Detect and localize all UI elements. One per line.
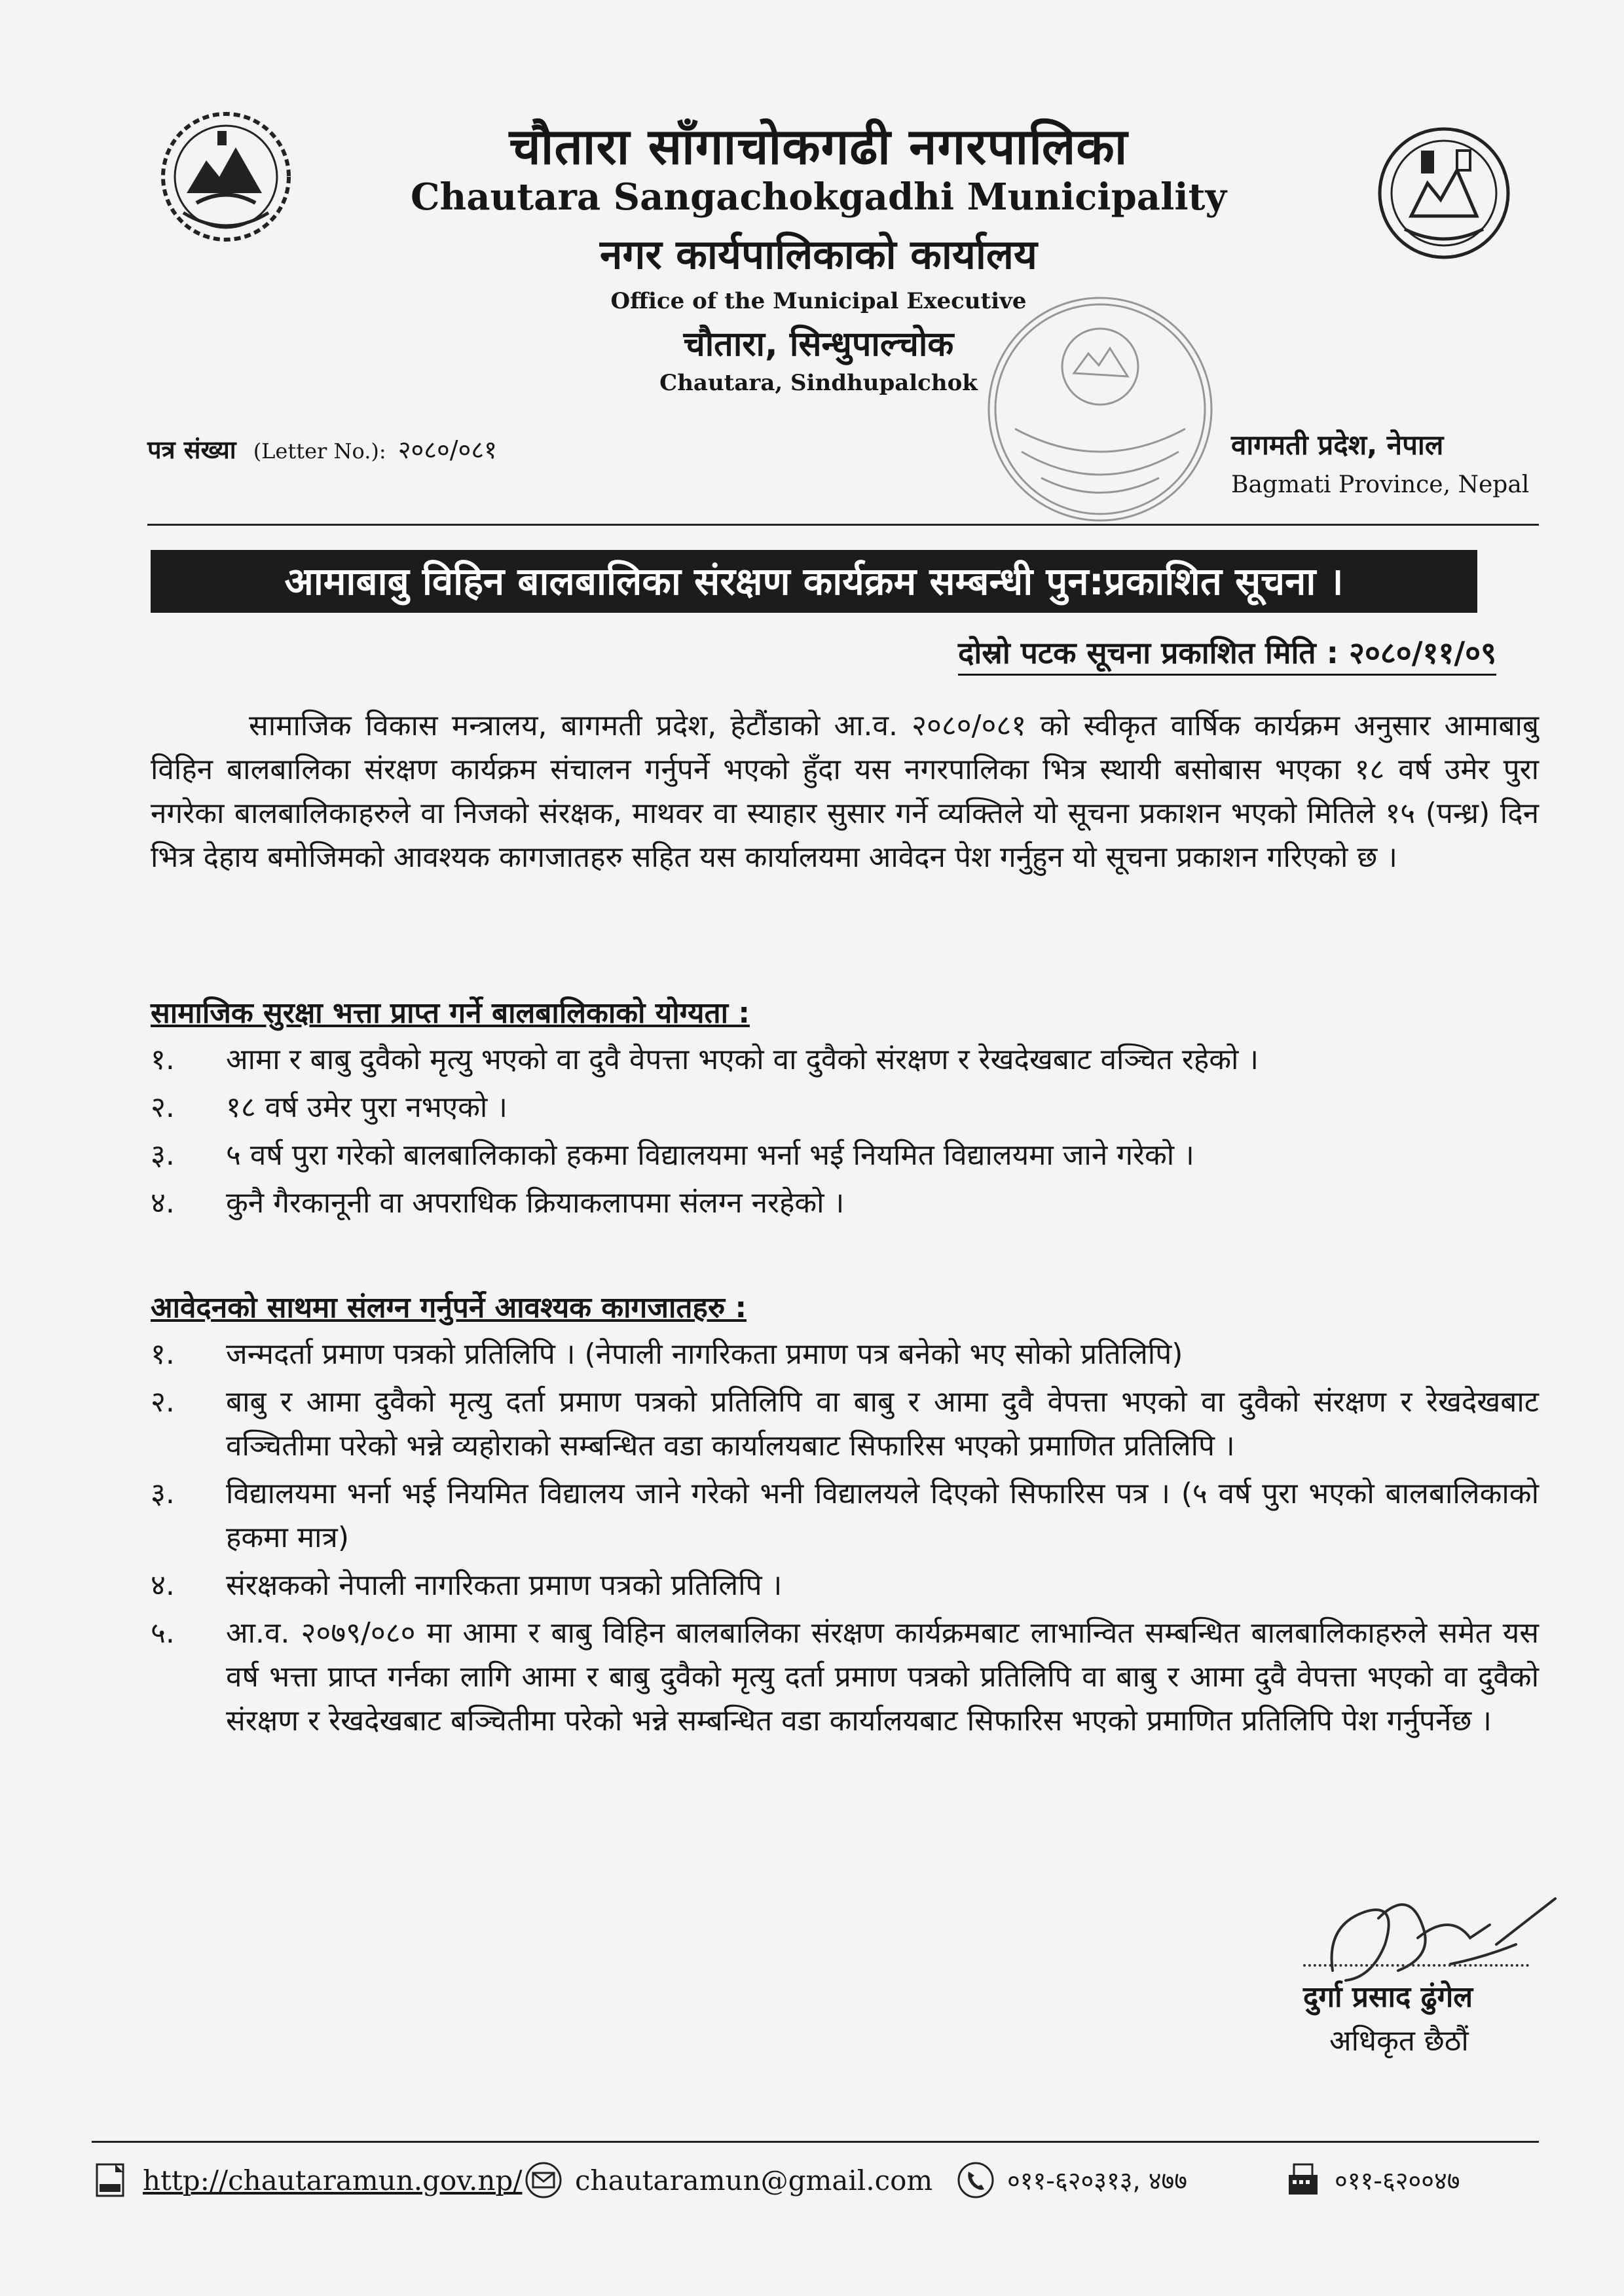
list-item-number: ४.	[151, 1186, 175, 1220]
list-item	[151, 1038, 1539, 1082]
footer-fax	[1283, 2160, 1460, 2200]
list-item-number: २.	[151, 1385, 175, 1419]
list-item	[151, 1181, 1539, 1225]
list-item	[151, 1472, 1539, 1559]
fax-icon	[1283, 2160, 1323, 2200]
government-emblem-icon	[157, 108, 295, 246]
list-item-text: ५ वर्ष पुरा गरेको बालबालिकाको हकमा विद्यालयमा भर्ना भई नियमित विद्यालयमा जाने गरेको ।	[226, 1139, 1194, 1172]
office-seal-stamp	[976, 288, 1225, 530]
envelope-icon	[524, 2160, 563, 2200]
office-title-en: Office of the Municipal Executive	[610, 288, 1027, 314]
signature-line	[1303, 1964, 1529, 1967]
list-item-text: संरक्षकको नेपाली नागरिकता प्रमाण पत्रको प्रतिलिपि ।	[226, 1569, 783, 1602]
documents-list	[151, 1332, 1539, 1747]
list-item	[151, 1563, 1539, 1607]
footer-email	[524, 2160, 932, 2200]
municipality-title-en: Chautara Sangachokgadhi Municipality	[410, 175, 1227, 219]
signatory-name: दुर्गा प्रसाद ढुंगेल	[1303, 1980, 1473, 2014]
list-item-text: जन्मदर्ता प्रमाण पत्रको प्रतिलिपि । (नेपाली नागरिकता प्रमाण पत्र बनेको भए सोको प्रतिलिपि)	[226, 1338, 1183, 1371]
list-item-number: ३.	[151, 1477, 175, 1510]
documents-heading: आवेदनको साथमा संलग्न गर्नुपर्ने आवश्यक कागजातहरु :	[151, 1291, 747, 1324]
list-item-text: कुनै गैरकानूनी वा अपराधिक क्रियाकलापमा संलग्न नरहेको ।	[226, 1186, 845, 1220]
footer-phone	[956, 2160, 1187, 2200]
email-link[interactable]: chautaramun@gmail.com	[575, 2164, 933, 2196]
municipality-logo-icon	[1375, 124, 1513, 262]
list-item-text: बाबु र आमा दुवैको मृत्यु दर्ता प्रमाण पत्रको प्रतिलिपि वा बाबु र आमा दुवै वेपत्ता भएको वा दुवैको संरक्षण र रेखदेखबाट वञ्चितीमा परेको भन्ने व्यहोराको सम्बन्धित वडा कार्यालयबाट सिफारिस भएको प्रमाणित प्रतिलिपि ।	[226, 1385, 1539, 1463]
footer-divider	[92, 2141, 1539, 2143]
place-np: चौतारा, सिन्धुपाल्चोक	[683, 325, 954, 364]
phone-icon	[956, 2160, 995, 2200]
signatory-title: अधिकृत छैठौं	[1329, 2024, 1469, 2058]
list-item-number: १.	[151, 1338, 175, 1371]
letter-number-value: २०८०/०८१	[397, 435, 497, 464]
letter-number	[147, 432, 497, 466]
municipality-title-np: चौतारा साँगाचोकगढी नगरपालिका	[509, 117, 1128, 175]
list-item-number: ५.	[151, 1616, 175, 1650]
header-divider	[147, 524, 1539, 526]
eligibility-heading: सामाजिक सुरक्षा भत्ता प्राप्त गर्ने बालबालिकाको योग्यता :	[151, 996, 750, 1030]
list-item-number: २.	[151, 1091, 175, 1124]
footer-website	[92, 2160, 522, 2200]
publication-date: दोस्रो पटक सूचना प्रकाशित मिति : २०८०/११/०९	[958, 632, 1496, 676]
list-item-text: १८ वर्ष उमेर पुरा नभएको ।	[226, 1091, 507, 1124]
list-item	[151, 1332, 1539, 1376]
web-icon	[92, 2160, 131, 2200]
list-item	[151, 1380, 1539, 1468]
list-item	[151, 1133, 1539, 1177]
list-item-text: आ.व. २०७९/०८० मा आमा र बाबु विहिन बालबालिका संरक्षण कार्यक्रमबाट लाभान्वित सम्बन्धित बालबालिकाहरुले समेत यस वर्ष भत्ता प्राप्त गर्नका लागि आमा र बाबु दुवैको मृत्यु दर्ता प्रमाण पत्रको प्रतिलिपि वा बाबु र आमा दुवै वेपत्ता भएको वा दुवैको संरक्षण र रेखदेखबाट बञ्चितीमा परेको भन्ने सम्बन्धित वडा कार्यालयबाट सिफारिस भएको प्रमाणित प्रतिलिपि पेश गर्नुपर्नेछ ।	[226, 1616, 1539, 1738]
province-np: वागमती प्रदेश, नेपाल	[1231, 429, 1444, 461]
fax-number: ०११-६२००४७	[1335, 2166, 1460, 2195]
letter-number-label-en: (Letter No.):	[253, 439, 386, 464]
list-item-text: विद्यालयमा भर्ना भई नियमित विद्यालय जाने गरेको भनी विद्यालयले दिएको सिफारिस पत्र । (५ वर्ष पुरा भएको बालबालिकाको हकमा मात्र)	[226, 1477, 1539, 1554]
website-link[interactable]: http://chautaramun.gov.np/	[143, 2164, 523, 2196]
notice-title: आमाबाबु विहिन बालबालिका संरक्षण कार्यक्रम सम्बन्धी पुन:प्रकाशित सूचना ।	[151, 550, 1477, 613]
notice-intro-paragraph: सामाजिक विकास मन्त्रालय, बागमती प्रदेश, हेटौंडाको आ.व. २०८०/०८१ को स्वीकृत वार्षिक कार्यक्रम अनुसार आमाबाबु विहिन बालबालिका संरक्षण कार्यक्रम संचालन गर्नुपर्ने भएको हुँदा यस नगरपालिका भित्र स्थायी बसोबास भएका १८ वर्ष उमेर पुरा नगरेका बालबालिकाहरुले वा निजको संरक्षक, माथवर वा स्याहार सुसार गर्ने व्यक्तिले यो सूचना प्रकाशन भएको मितिले १५ (पन्ध्र) दिन भित्र देहाय बमोजिमको आवश्यक कागजातहरु सहित यस कार्यालयमा आवेदन पेश गर्नुहुन यो सूचना प्रकाशन गरिएको छ ।	[151, 709, 1539, 874]
list-item-text: आमा र बाबु दुवैको मृत्यु भएको वा दुवै वेपत्ता भएको वा दुवैको संरक्षण र रेखदेखबाट वञ्चित रहेको ।	[226, 1043, 1259, 1076]
list-item-number: १.	[151, 1043, 175, 1076]
list-item-number: ३.	[151, 1139, 175, 1172]
place-en: Chautara, Sindhupalchok	[659, 370, 978, 396]
letter-number-label-np: पत्र संख्या	[147, 435, 236, 464]
eligibility-list	[151, 1038, 1539, 1229]
office-title-np: नगर कार्यपालिकाको कार्यालय	[600, 230, 1037, 278]
list-item	[151, 1085, 1539, 1129]
list-item-number: ४.	[151, 1569, 175, 1602]
list-item	[151, 1611, 1539, 1743]
province-en: Bagmati Province, Nepal	[1231, 471, 1530, 498]
phone-number: ०११-६२०३१३, ४७७	[1007, 2166, 1187, 2195]
